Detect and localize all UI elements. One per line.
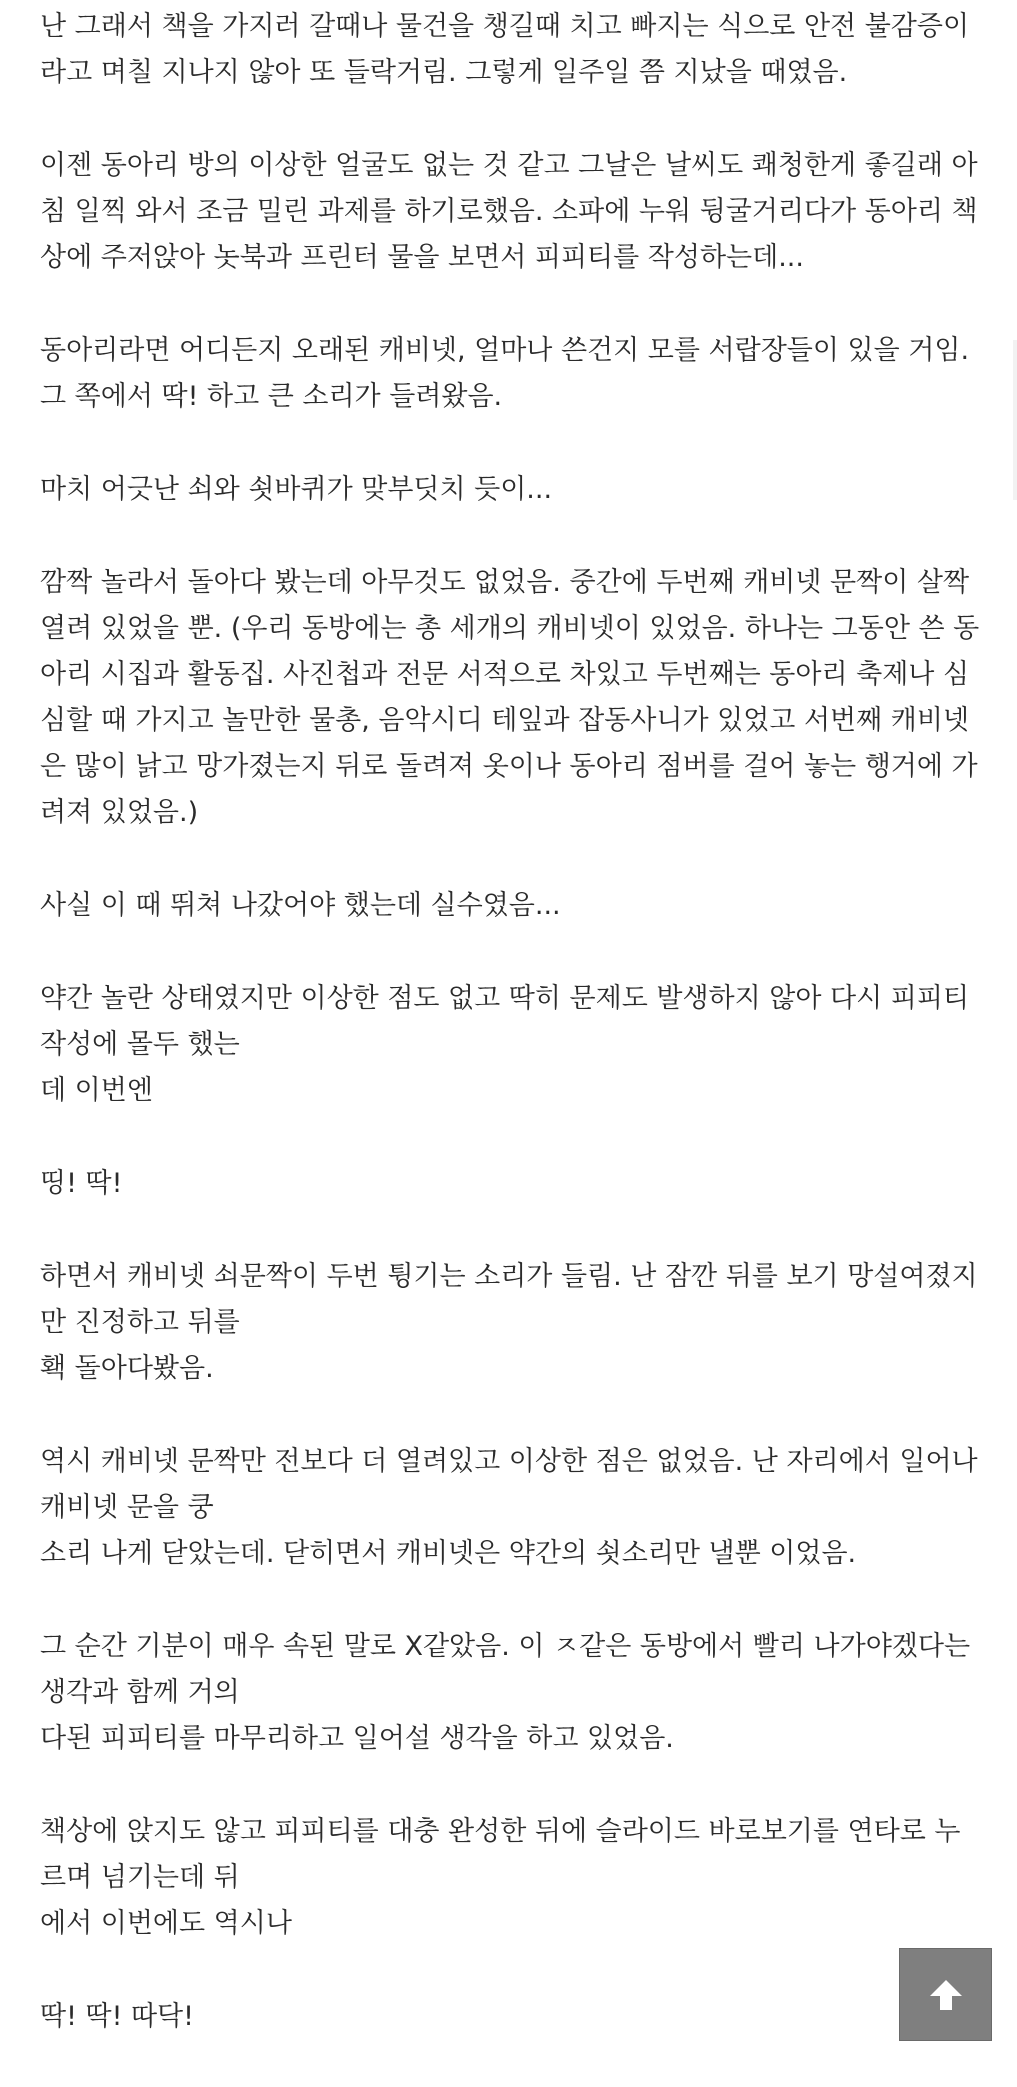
post-paragraph: 동아리라면 어디든지 오래된 캐비넷, 얼마나 쓴건지 모를 서랍장들이 있을 거임. 그 쪽에서 딱! 하고 큰 소리가 들려왔음. xyxy=(40,335,970,412)
post-paragraph: 그 순간 기분이 매우 속된 말로 X같았음. 이 ㅈ같은 동방에서 빨리 나가야겠다는 생각과 함께 거의 다된 피피티를 마무리하고 일어설 생각을 하고 있었음. xyxy=(40,1631,971,1754)
post-paragraph: 딱! 딱! 따닥! xyxy=(40,2001,194,2032)
post-paragraph: 이젠 동아리 방의 이상한 얼굴도 없는 것 같고 그날은 날씨도 쾌청한게 좋길래 아 침 일찍 와서 조금 밀린 과제를 하기로했음. 소파에 누워 뒹굴거리다가 동아리 책 상에 주저앉아 놋북과 프린터 물을 보면서 피피티를 작성하는데... xyxy=(40,150,978,273)
post-paragraph: 책상에 앉지도 않고 피피티를 대충 완성한 뒤에 슬라이드 바로보기를 연타로 누 르며 넘기는데 뒤 에서 이번에도 역시나 xyxy=(40,1816,961,1939)
scroll-to-top-button[interactable] xyxy=(899,1948,992,2041)
page-scrollbar[interactable] xyxy=(1013,340,1017,500)
post-paragraph: 사실 이 때 뛰쳐 나갔어야 했는데 실수였음... xyxy=(40,890,561,921)
post-paragraph: 하면서 캐비넷 쇠문짝이 두번 튕기는 소리가 들림. 난 잠깐 뒤를 보기 망설여졌지 만 진정하고 뒤를 홱 돌아다봤음. xyxy=(40,1261,978,1384)
post-paragraph: 띵! 딱! xyxy=(40,1168,123,1199)
post-paragraph: 마치 어긋난 쇠와 쇳바퀴가 맞부딧치 듯이... xyxy=(40,474,553,505)
post-paragraph: 약간 놀란 상태였지만 이상한 점도 없고 딱히 문제도 발생하지 않아 다시 피피티 작성에 몰두 했는 데 이번엔 xyxy=(40,983,970,1106)
arrow-up-icon xyxy=(929,1979,963,2011)
post-paragraph: 난 그래서 책을 가지러 갈때나 물건을 챙길때 치고 빠지는 식으로 안전 불감증이 라고 며칠 지나지 않아 또 들락거림. 그렇게 일주일 쯤 지났을 때였음. xyxy=(40,11,970,88)
post-paragraph: 깜짝 놀라서 돌아다 봤는데 아무것도 없었음. 중간에 두번째 캐비넷 문짝이 살짝 열려 있었을 뿐. (우리 동방에는 총 세개의 캐비넷이 있었음. 하나는 그동안 쓴 동 아리 시집과 활동집. 사진첩과 전문 서적으로 차있고 두번째는 동아리 축제나 심 심할 때 가지고 놀만한 물총, 음악시디 테잎과 잡동사니가 있었고 서번째 캐비넷 은 많이 낡고 망가졌는지 뒤로 돌려져 옷이나 동아리 점버를 걸어 놓는 행거에 가 려져 있었음.) xyxy=(40,567,980,828)
post-body xyxy=(40,4,990,2087)
post-paragraph: 역시 캐비넷 문짝만 전보다 더 열려있고 이상한 점은 없었음. 난 자리에서 일어나 캐비넷 문을 쿵 소리 나게 닫았는데. 닫히면서 캐비넷은 약간의 쇳소리만 낼뿐 이었음. xyxy=(40,1446,978,1569)
